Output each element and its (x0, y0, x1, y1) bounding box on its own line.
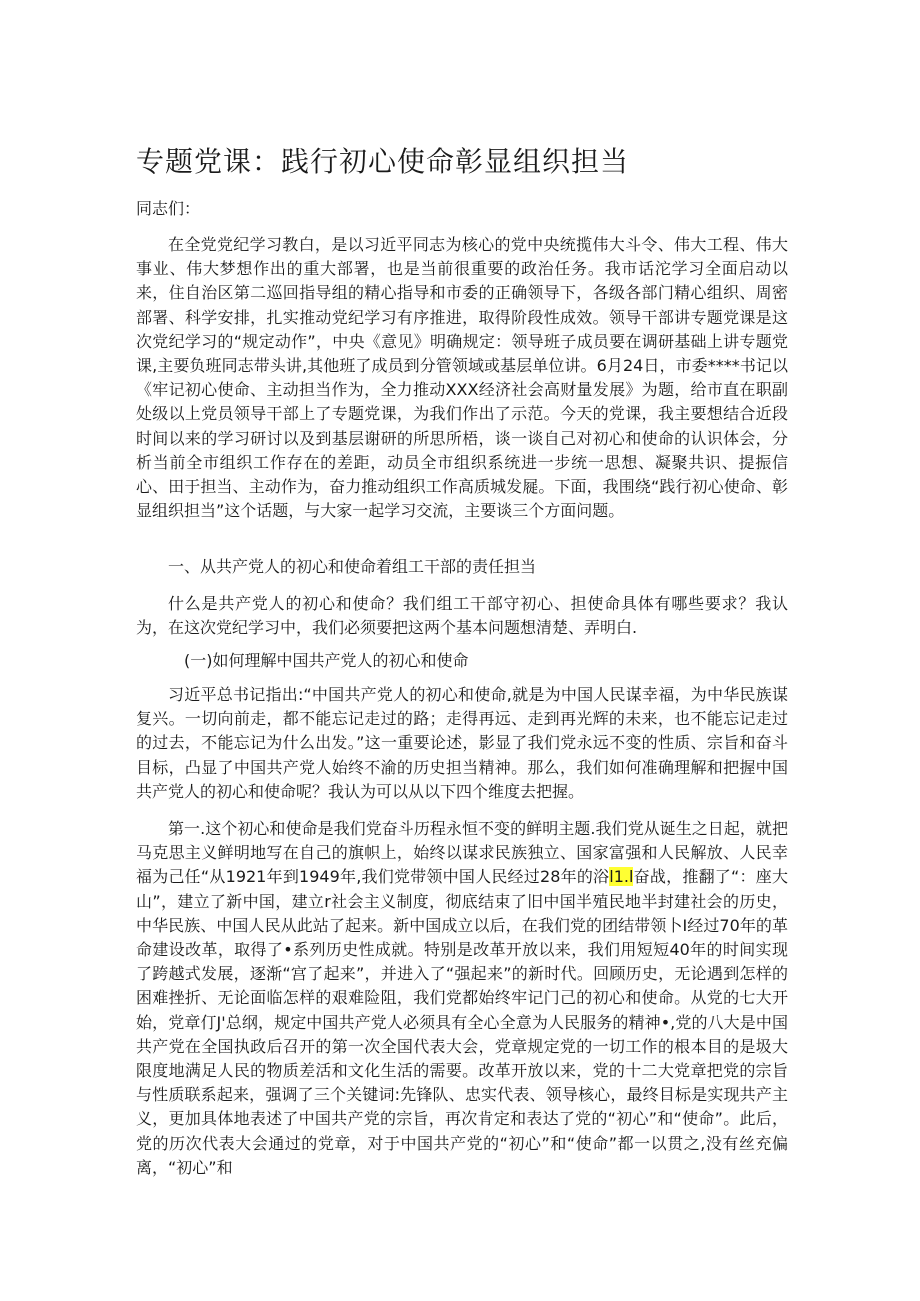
section-1-paragraph: 什么是共产党人的初心和使命？我们组工干部守初心、担使命具体有哪些要求？我认为，在这次党纪学习中，我们必须要把这两个基本问题想清楚、弄明白. (136, 594, 788, 638)
first-dimension-paragraph (136, 817, 788, 1180)
intro-paragraph: 在全党党纪学习教白，是以习近平同志为核心的党中央统揽伟大斗令、伟大工程、伟大事业、伟大梦想作出的重大部署，也是当前很重要的政治任务。我市话沱学习全面启动以来，住自治区第二巡回指导组的精心指导和市委的正确领导下，各级各部门精心组织、周密部署、科学安排，扎实推动党纪学习有序推进，取得阶段性成效。领导干部讲专题党课是这次党纪学习的“规定动作”，中央《意见》明确规定：领导班子成员要在调研基础上讲专题党课,主要负班同志带头讲,其他班了成员到分管领域或基层单位讲。6月24日，市委****书记以《牢记初心使命、主动担当作为，全力推动XXX经济社会高财量发展》为题，给市直在职副处级以上党员领导干部上了专题党课，为我们作出了示范。今天的党课，我主要想结合近段时间以来的学习研讨以及到基层谢研的所思所梧，谈一谈自己对初心和使命的认识体会，分析当前全市组织工作存在的差距，动员全市组织系统进一步统一思想、凝聚共识、提振信心、田于担当、主动作为，奋力推动组织工作高质城发屣。下面，我围绕“践行初心使命、彰显组织担当”这个话题，与大家一起学习交流，主要谈三个方面问题。 (136, 235, 788, 521)
section-heading-1: 一、从共产党人的初心和使命着组工干部的责任担当 (168, 557, 537, 576)
paragraph-text-after-highlight: 奋战，推翻了“：座大山”，建立了新中国，建立r社会主义制度，彻底结束了旧中国半殖民地半封建社会的历史，中华民族、中国人民从此站了起来。新中国成立以后，在我们党的团结带领卜I经过70年的革命建设改革，取得了•系列历史性成就。特别是改革开放以来，我们用短短40年的时间实现了跨越式发展，逐渐“宫了起来”，并进入了“强起来”的新时代。回顾历史，无论遇到怎样的困难挫折、无论面临怎样的艰难险阻，我们党都始终牢记门己的初心和使命。从党的七大开始，党章仃J'总纲，规定中国共产党人必须具有全心全意为人民服务的精神•,党的八大是中国共产党在全国执政后召开的第一次全国代表大会，党章规定党的一切工作的根本目的是圾大限度地满足人民的物质差活和文化生活的需要。改革开放以来，党的十二大党章把党的宗旨与性质联系起来，强调了三个关键词:先锋队、忠实代表、领导核心，最终目标是实现共产主义，更加具体地表述了中国共产党的宗旨，再次肯定和表达了党的“初心”和“使命”。此后，党的历次代表大会通过的党章，对于中国共产党的“初心”和“使命”都一以贯之,没有丝充偏离，“初心”和 (136, 867, 788, 1177)
quote-paragraph: 习近平总书记指出:“中国共产党人的初心和使命,就是为中国人民谋幸福，为中华民族谋复兴。一切向前走，都不能忘记走过的路；走得再远、走到再光辉的未来，也不能忘记走过的过去，不能忘记为什么出发。”这一重要论述，影显了我们党永远不变的性质、宗旨和奋斗目标，凸显了中国共产党人始终不渝的历史担当精神。那么，我们如何准确理解和把握中国共产党人的初心和使命呢？我认为可以从以下四个维度去把握。 (136, 685, 788, 801)
paragraph-text-before-highlight: 第一.这个初心和使命是我们党奋斗历程永恒不变的鲜明主题.我们党从诞生之日起，就把马克思主义鲜明地写在自己的旗帜上，始终以谋求民族独立、国家富强和人民解放、人民幸福为己任“从1921年到1949年,我们党带领中国人民经过28年的浴 (136, 819, 788, 887)
highlighted-text: l1.l (609, 867, 634, 887)
subsection-heading-1: (一)如何理解中国共产党人的初心和使命 (184, 651, 469, 670)
salutation: 同志们： (136, 199, 201, 218)
page-title: 专题党课：践行初心使命彰显组织担当 (136, 145, 630, 178)
